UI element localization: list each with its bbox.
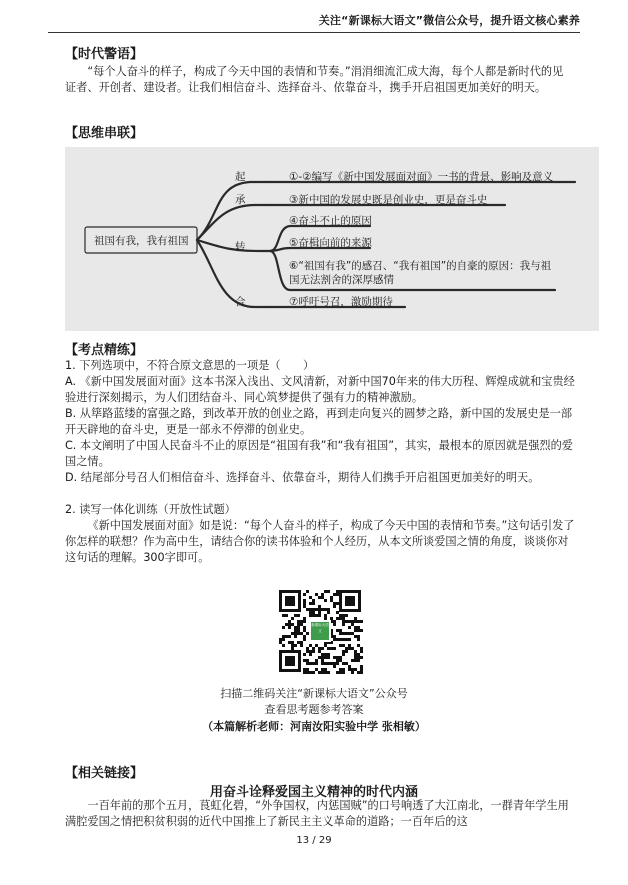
header-rule	[48, 32, 580, 33]
branch-item: ①-②编写《新中国发展面对面》一书的背景、影响及意义	[289, 171, 554, 183]
branch-label-cheng: 承	[235, 194, 246, 206]
section-title-exercises: 【考点精练】	[65, 343, 144, 358]
branch-item: ③新中国的发展史既是创业史，更是奋斗史	[289, 194, 488, 206]
analyst-credit: （本篇解析老师：河南汝阳实验中学 张相敏）	[202, 720, 426, 733]
mind-map-root: 祖国有我，我有祖国	[94, 235, 189, 247]
option-a: A. 《新中国发展面对面》这本书深入浅出、文风清新，对新中国70年来的伟大历程、辉煌成就和宝贵经验进行深刻揭示，为人们团结奋斗、同心筑梦提供了强有力的精神激励。	[65, 375, 575, 404]
branch-label-qi: 起	[235, 171, 246, 183]
question-2-body: 《新中国发展面对面》如是说：“每个人奋斗的样子，构成了今天中国的表情和节奏。”这句话引发了你怎样的联想？作为高中生，请结合你的读书体验和个人经历，从本文所谈爱国之情的角度，谈谈你对这句话的理解。300字即可。	[65, 519, 575, 564]
option-d: D. 结尾部分号召人们相信奋斗、选择奋斗、依靠奋斗，期待人们携手开启祖国更加美好的明天。	[65, 471, 540, 484]
option-c: C. 本文阐明了中国人民奋斗不止的原因是“祖国有我”和“我有祖国”，其实，最根本的原因就是强烈的爱国之情。	[65, 439, 573, 468]
branch-item: ⑤奋楫向前的来源	[289, 237, 372, 249]
qr-caption-2: 查看思考题参考答案	[264, 703, 364, 716]
branch-label-he: 合	[235, 296, 246, 308]
branch-label-zhuan: 转	[235, 241, 246, 253]
qr-center-logo: 新课标大语文	[311, 623, 329, 633]
branch-item: ⑦呼吁号召，激励期待	[289, 296, 393, 308]
branch-item: ⑥“祖国有我”的感召、“我有祖国”的自豪的原因：我与祖国无法割舍的深厚感情	[289, 260, 552, 286]
header-slogan: 关注“新课标大语文”微信公众号，提升语文核心素养	[318, 14, 580, 27]
qr-caption-1: 扫描二维码关注“新课标大语文”公众号	[220, 687, 408, 700]
question-2: 2. 读写一体化训练（开放性试题）	[65, 503, 236, 516]
section-title-mindmap: 【思维串联】	[65, 126, 144, 141]
quote-paragraph: “每个人奋斗的样子，构成了今天中国的表情和节奏。”涓涓细流汇成大海，每个人都是新时代的见证者、开创者、建设者。让我们相信奋斗、选择奋斗、依靠奋斗，携手开启祖国更加美好的明天。	[65, 65, 564, 94]
section-title-quote: 【时代警语】	[65, 47, 144, 62]
question-1: 1. 下列选项中，不符合原文意思的一项是（ ）	[65, 359, 315, 372]
branch-item: ④奋斗不止的原因	[289, 215, 372, 227]
section-title-links: 【相关链接】	[65, 766, 144, 781]
page-number: 13 / 29	[296, 835, 332, 846]
option-b: B. 从筚路蓝缕的富强之路，到改革开放的创业之路，再到走向复兴的圆梦之路，新中国的发展史是一部开天辟地的奋斗史，更是一部永不停滞的创业史。	[65, 407, 573, 436]
article-body: 一百年前的那个五月，茛虹化碧，“外争国权，内惩国贼”的口号响透了大江南北，一群青年学生用满腔爱国之情把积贫积弱的近代中国推上了新民主主义革命的道路；一百年后的这	[65, 799, 569, 828]
article-title: 用奋斗诠释爱国主义精神的时代内涵	[209, 785, 418, 800]
page-header	[0, 0, 628, 36]
mind-map	[65, 147, 599, 331]
